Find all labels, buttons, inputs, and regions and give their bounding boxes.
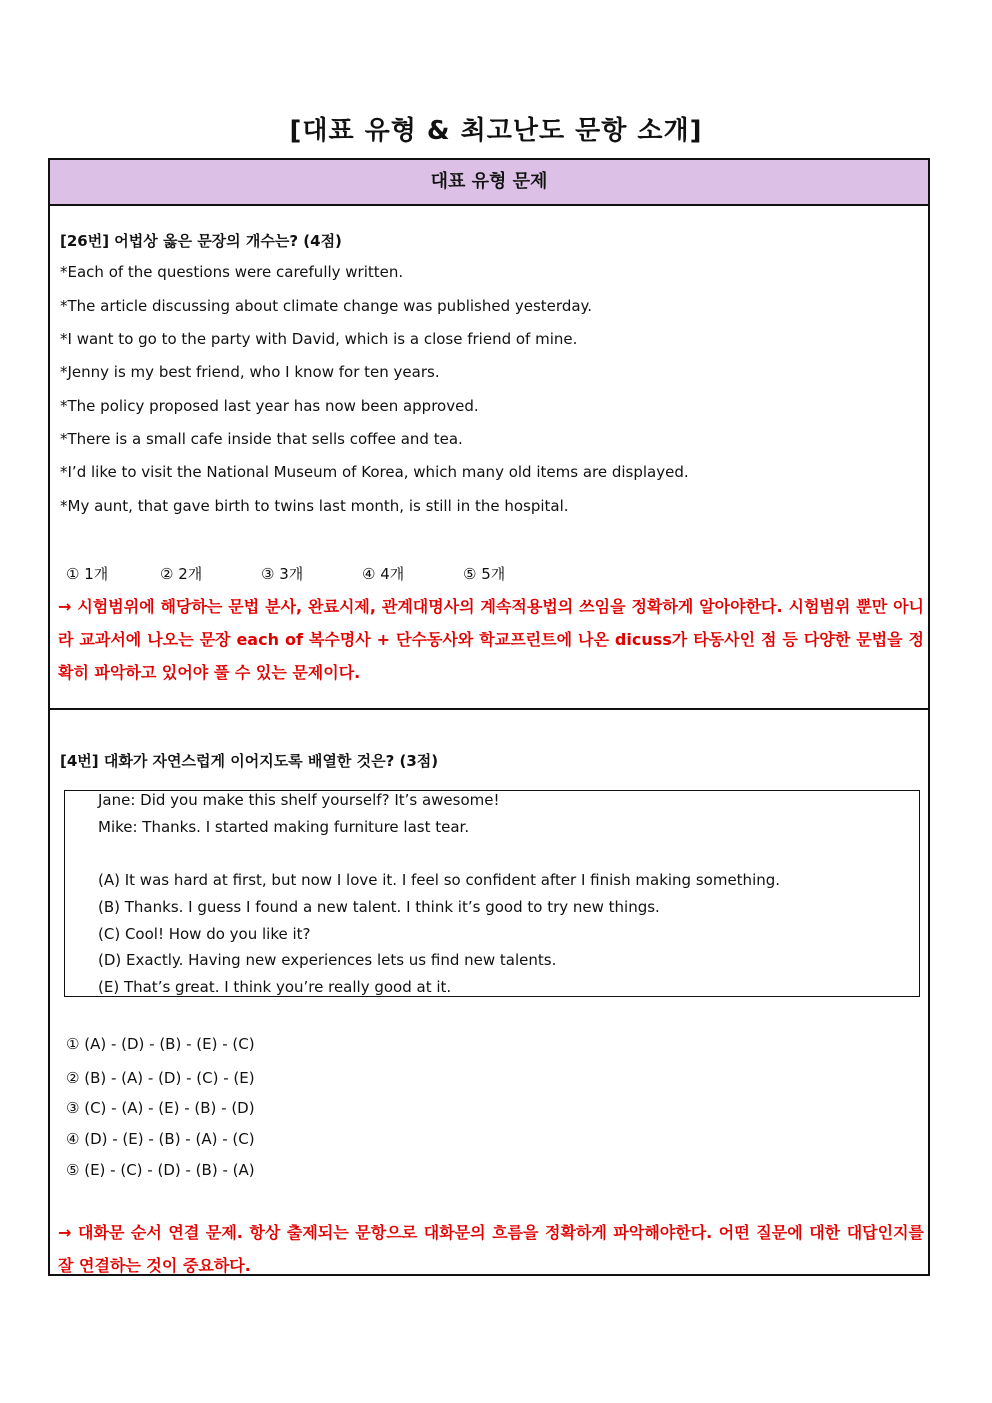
choice-3[interactable]: ③ 3개: [261, 565, 304, 583]
sentence-8: *My aunt, that gave birth to twins last month, is still in the hospital.: [60, 497, 569, 515]
sentence-7: *I’d like to visit the National Museum of Korea, which many old items are displayed.: [60, 463, 689, 481]
sentence-5: *The policy proposed last year has now been approved.: [60, 397, 479, 415]
choice-2[interactable]: ② 2개: [160, 565, 203, 583]
option-2[interactable]: ② (B) - (A) - (D) - (C) - (E): [66, 1069, 255, 1087]
sentence-2: *The article discussing about climate change was published yesterday.: [60, 297, 593, 315]
sentence-1: *Each of the questions were carefully written.: [60, 263, 404, 281]
option-4[interactable]: ④ (D) - (E) - (B) - (A) - (C): [66, 1130, 255, 1148]
sentence-3: *I want to go to the party with David, which is a close friend of mine.: [60, 330, 578, 348]
question-26-note: → 시험범위에 해당하는 문법 분사, 완료시제, 관계대명사의 계속적용법의 쓰임을 정확하게 알아야한다. 시험범위 뿐만 아니라 교과서에 나오는 문장 each of 복수명사 + 단수동사와 학교프린트에 나온 dicuss가 타동사인 점 등 다양한 문법을 정확히 파악하고 있어야 풀 수 있는 문제이다.: [58, 597, 924, 682]
option-3[interactable]: ③ (C) - (A) - (E) - (B) - (D): [66, 1099, 255, 1117]
section-header: 대표 유형 문제: [50, 160, 928, 206]
option-1[interactable]: ① (A) - (D) - (B) - (E) - (C): [66, 1035, 255, 1053]
content-frame: [48, 158, 930, 1276]
dialog-line-d: (D) Exactly. Having new experiences lets us find new talents.: [98, 951, 557, 969]
sentence-4: *Jenny is my best friend, who I know for ten years.: [60, 363, 440, 381]
dialog-line-c: (C) Cool! How do you like it?: [98, 925, 311, 943]
question-26-heading: [26번] 어법상 옳은 문장의 개수는? (4점): [60, 232, 342, 250]
option-5[interactable]: ⑤ (E) - (C) - (D) - (B) - (A): [66, 1161, 255, 1179]
answer-choices: [66, 563, 505, 584]
sentence-6: *There is a small cafe inside that sells coffee and tea.: [60, 430, 463, 448]
choice-4[interactable]: ④ 4개: [362, 565, 405, 583]
question-26-section: [50, 204, 928, 710]
dialog-box: [64, 790, 920, 997]
page-title: [대표 유형 & 최고난도 문항 소개]: [289, 116, 703, 146]
choice-5[interactable]: ⑤ 5개: [463, 565, 506, 583]
dialog-line-b: (B) Thanks. I guess I found a new talent. I think it’s good to try new things.: [98, 898, 660, 916]
dialog-line-a: (A) It was hard at first, but now I love it. I feel so confident after I finish making something.: [98, 871, 781, 889]
dialog-line-e: (E) That’s great. I think you’re really good at it.: [98, 978, 452, 996]
choice-1[interactable]: ① 1개: [66, 565, 109, 583]
dialog-line-mike: Mike: Thanks. I started making furniture last tear.: [98, 818, 470, 836]
dialog-line-jane: Jane: Did you make this shelf yourself? It’s awesome!: [98, 791, 500, 809]
question-4-heading: [4번] 대화가 자연스럽게 이어지도록 배열한 것은? (3점): [60, 752, 439, 770]
question-4-note: → 대화문 순서 연결 문제. 항상 출제되는 문항으로 대화문의 흐름을 정확하게 파악해야한다. 어떤 질문에 대한 대답인지를 잘 연결하는 것이 중요하다.: [58, 1223, 924, 1275]
